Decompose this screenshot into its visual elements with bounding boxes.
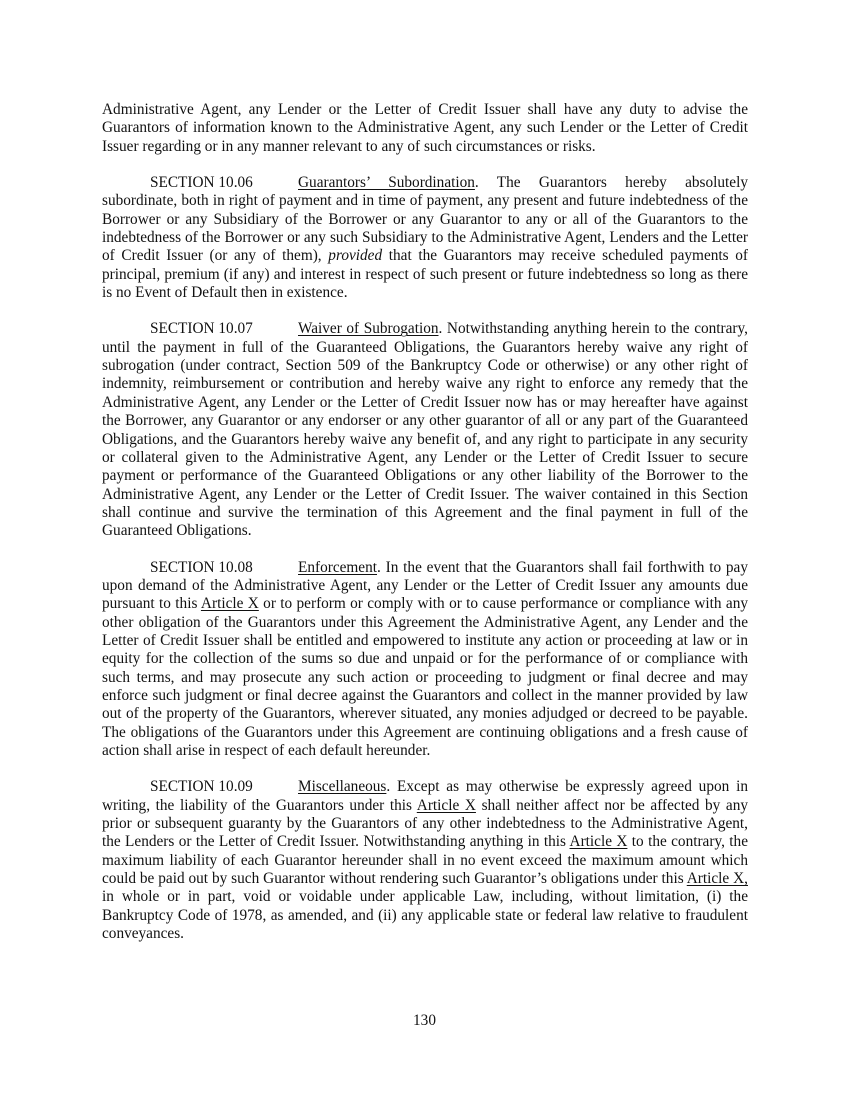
section-text: shall neither affect nor be affected by any prior or subsequent guaranty by the Guarantors of any other indebtedness to the Administrative Agent, the Lenders or the Letter of Credit Issuer. Notwithstanding anything in this: [102, 796, 749, 851]
section-text: that the Guarantors may receive scheduled payments of principal, premium (if any) and interest in respect of such present or future indebtedness so long as there is no Event of Default then in existence.: [102, 247, 748, 302]
section-10-08: [102, 559, 748, 761]
section-number: SECTION 10.08: [150, 558, 253, 576]
section-text: . Notwithstanding anything herein to the contrary, until the payment in full of the Guaranteed Obligations, the Guarantors hereby waive any right of subrogation (under contract, Section 509 of the Bankruptcy Code or otherwise) or any other right of indemnity, reimbursement or contribution and hereby waive any right to enforce any remedy that the Administrative Agent, any Lender or the Letter of Credit Issuer now has or may hereafter have against the Borrower, any Guarantor or any endorser or any other guarantor of all or any part of the Guaranteed Obligations, and the Guarantors hereby waive any benefit of, and any right to participate in any security or collateral given to the Administrative Agent, any Lender or the Letter of Credit Issuer to secure payment or performance of the Guaranteed Obligations or any other liability of the Borrower to the Administrative Agent, any Lender or the Letter of Credit Issuer. The waiver contained in this Section shall continue and survive the termination of this Agreement and the final payment in full of the Guaranteed Obligations.: [102, 320, 748, 540]
provided-emphasis: provided: [328, 247, 383, 265]
section-text: in whole or in part, void or voidable under applicable Law, including, without limitation, (i) the Bankruptcy Code of 1978, as amended, and (ii) any applicable state or federal law relative to fraudulent conveyances.: [102, 888, 748, 943]
intro-paragraph: Administrative Agent, any Lender or the Letter of Credit Issuer shall have any duty to advise the Guarantors of information known to the Administrative Agent, any such Lender or the Letter of Credit Issuer regarding or in any manner relevant to any of such circumstances or risks.: [102, 101, 748, 155]
section-text: to the contrary, the maximum liability of each Guarantor hereunder shall in no event exceed the maximum amount which could be paid out by such Guarantor without rendering such Guarantor’s obligations under this: [102, 833, 748, 888]
section-number: SECTION 10.09: [150, 778, 253, 796]
article-reference: Article X: [416, 796, 476, 814]
section-10-06: [102, 174, 748, 302]
section-text: . The Guarantors hereby absolutely subordinate, both in right of payment and in time of payment, any present and future indebtedness of the Borrower or any Subsidiary of the Borrower or any Guarantor to any or all of the Guarantors to the indebtedness of the Borrower or any such Subsidiary to the Administrative Agent, Lenders and the Letter of Credit Issuer (or any of them),: [102, 174, 748, 265]
section-heading: Guarantors’ Subordination: [298, 174, 475, 192]
section-number: SECTION 10.06: [150, 174, 253, 192]
section-10-07: [102, 320, 748, 540]
section-heading: Enforcement: [298, 558, 377, 576]
section-text: or to perform or comply with or to cause performance or compliance with any other obligation of the Guarantors under this Agreement the Administrative Agent, any Lender and the Letter of Credit Issuer shall be entitled and empowered to institute any action or proceeding at law or in equity for the collection of the sums so due and unpaid or for the performance of or compliance with such terms, and may prosecute any such action or proceeding to judgment or final decree and may enforce such judgment or final decree against the Guarantors and collect in the manner provided by law out of the property of the Guarantors, wherever situated, any monies adjudged or decreed to be payable. The obligations of the Guarantors under this Agreement are continuing obligations and a fresh cause of action shall arise in respect of each default hereunder.: [102, 595, 749, 759]
article-reference: Article X: [569, 833, 628, 851]
article-reference: Article X: [200, 595, 259, 613]
document-body: [102, 101, 748, 961]
section-heading: Miscellaneous: [298, 778, 387, 796]
article-reference: Article X,: [686, 870, 748, 888]
section-text: . Except as may otherwise be expressly agreed upon in writing, the liability of the Guarantors under this: [102, 778, 748, 814]
section-10-09: [102, 778, 748, 943]
section-text: . In the event that the Guarantors shall fail forthwith to pay upon demand of the Administrative Agent, any Lender or the Letter of Credit Issuer any amounts due pursuant to this: [102, 558, 748, 613]
section-number: SECTION 10.07: [150, 320, 253, 338]
page-number: 130: [413, 1012, 436, 1029]
section-heading: Waiver of Subrogation: [298, 320, 439, 338]
